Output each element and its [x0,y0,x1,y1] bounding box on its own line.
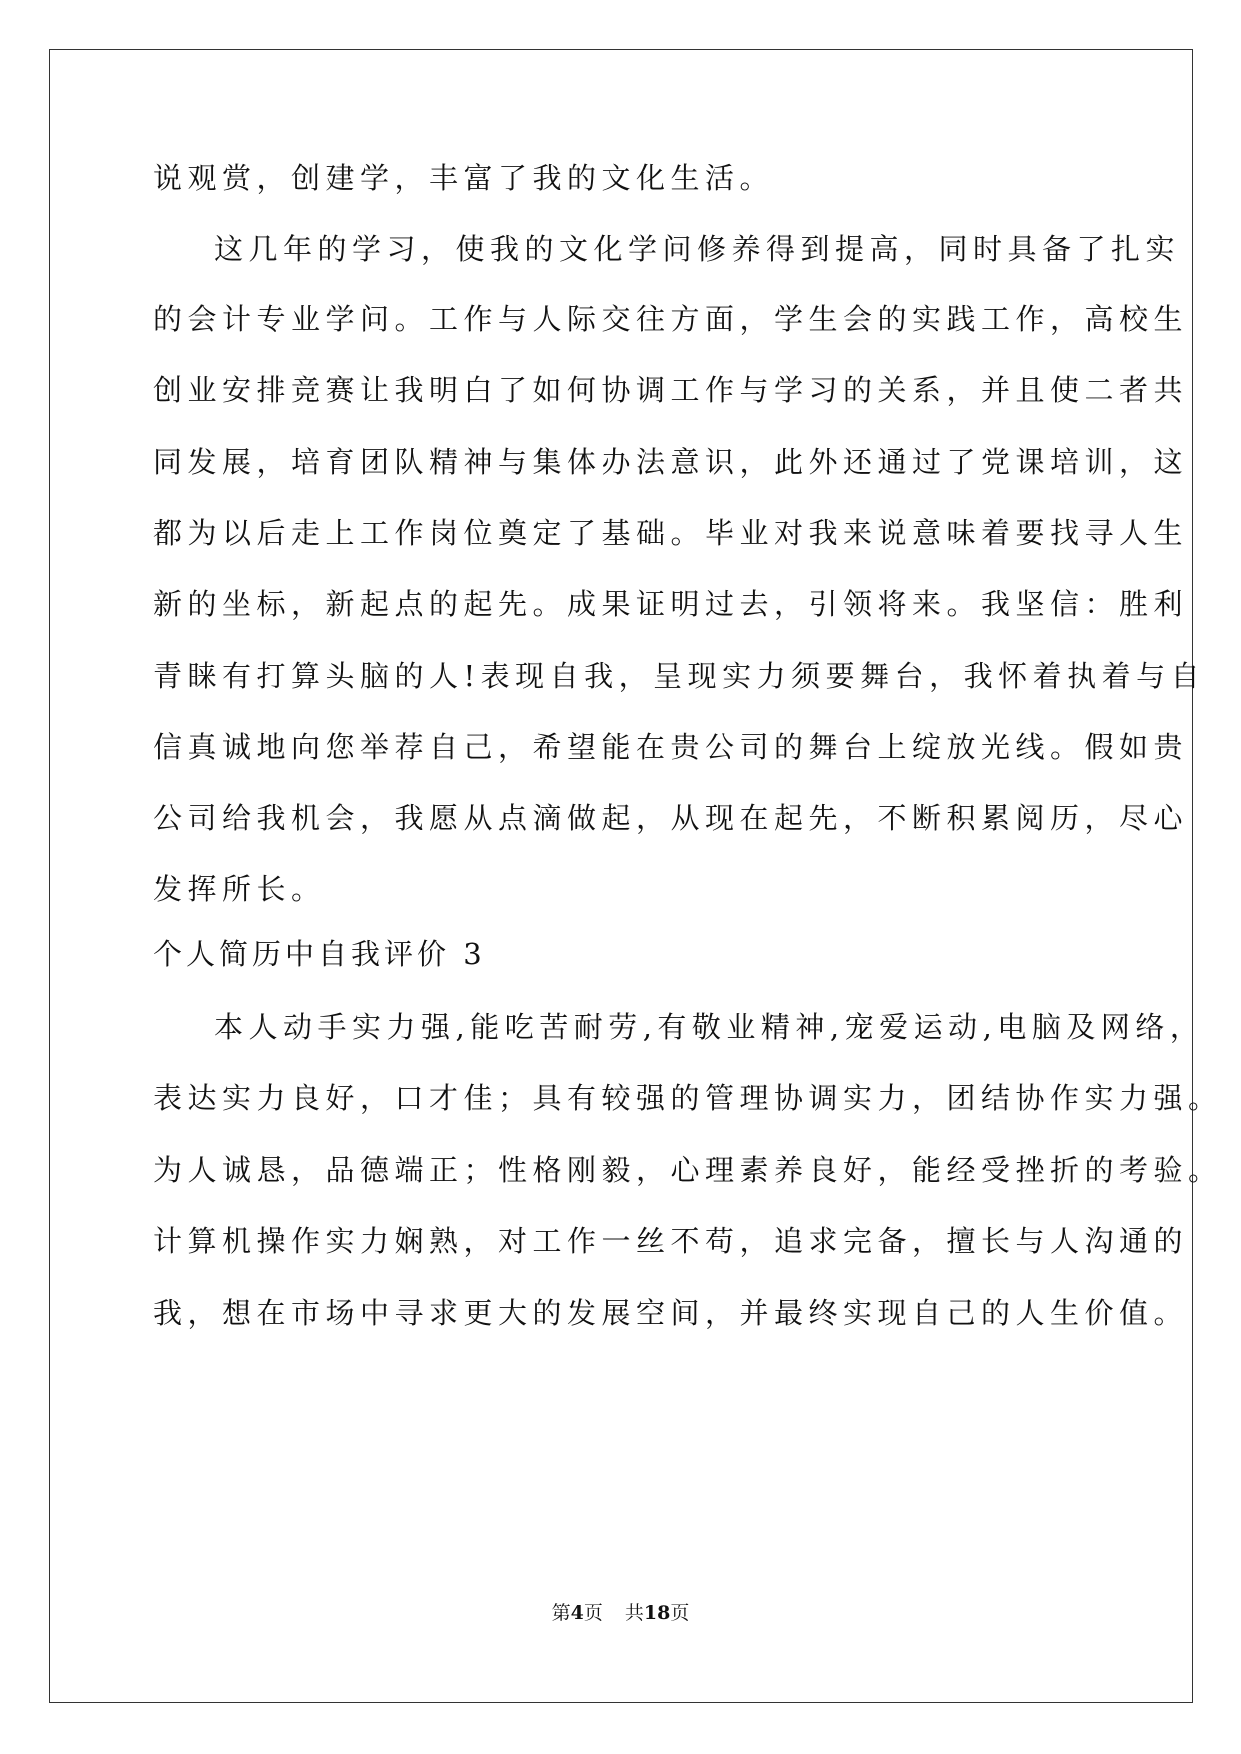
section-heading: 个人简历中自我评价 3 [153,937,486,971]
text-line: 计算机操作实力娴熟，对工作一丝不苟，追求完备，擅长与人沟通的 [153,1224,1189,1258]
text-line: 本人动手实力强,能吃苦耐劳,有敬业精神,宠爱运动,电脑及网络， [214,1010,1205,1044]
total-prefix: 共 [624,1602,644,1624]
text-line: 创业安排竞赛让我明白了如何协调工作与学习的关系，并且使二者共 [153,373,1189,407]
page-prefix: 第 [551,1602,571,1624]
text-line: 这几年的学习，使我的文化学问修养得到提高，同时具备了扎实 [214,232,1181,266]
text-line: 公司给我机会，我愿从点滴做起，从现在起先，不断积累阅历，尽心 [153,801,1189,835]
page-footer [0,1600,1241,1626]
total-pages-indicator [625,1602,689,1624]
text-line: 新的坐标，新起点的起先。成果证明过去，引领将来。我坚信：胜利 [153,587,1189,621]
text-line: 同发展，培育团队精神与集体办法意识，此外还通过了党课培训，这 [153,445,1189,479]
page-number: 4 [570,1602,584,1624]
text-line: 说观赏，创建学，丰富了我的文化生活。 [153,161,775,195]
page-number-indicator [552,1602,603,1624]
total-suffix: 页 [670,1602,690,1624]
text-line: 我，想在市场中寻求更大的发展空间，并最终实现自己的人生价值。 [153,1296,1189,1330]
text-line: 表达实力良好，口才佳；具有较强的管理协调实力，团结协作实力强。 [153,1081,1223,1115]
total-pages: 18 [643,1602,671,1624]
text-line: 都为以后走上工作岗位奠定了基础。毕业对我来说意味着要找寻人生 [153,516,1189,550]
text-line: 的会计专业学问。工作与人际交往方面，学生会的实践工作，高校生 [153,302,1189,336]
text-line: 发挥所长。 [153,872,326,906]
page-suffix: 页 [583,1602,603,1624]
text-line: 为人诚恳，品德端正；性格刚毅，心理素养良好，能经受挫折的考验。 [153,1153,1223,1187]
text-line: 青睐有打算头脑的人!表现自我，呈现实力须要舞台，我怀着执着与自 [153,659,1206,693]
text-line: 信真诚地向您举荐自己，希望能在贵公司的舞台上绽放光线。假如贵 [153,730,1189,764]
